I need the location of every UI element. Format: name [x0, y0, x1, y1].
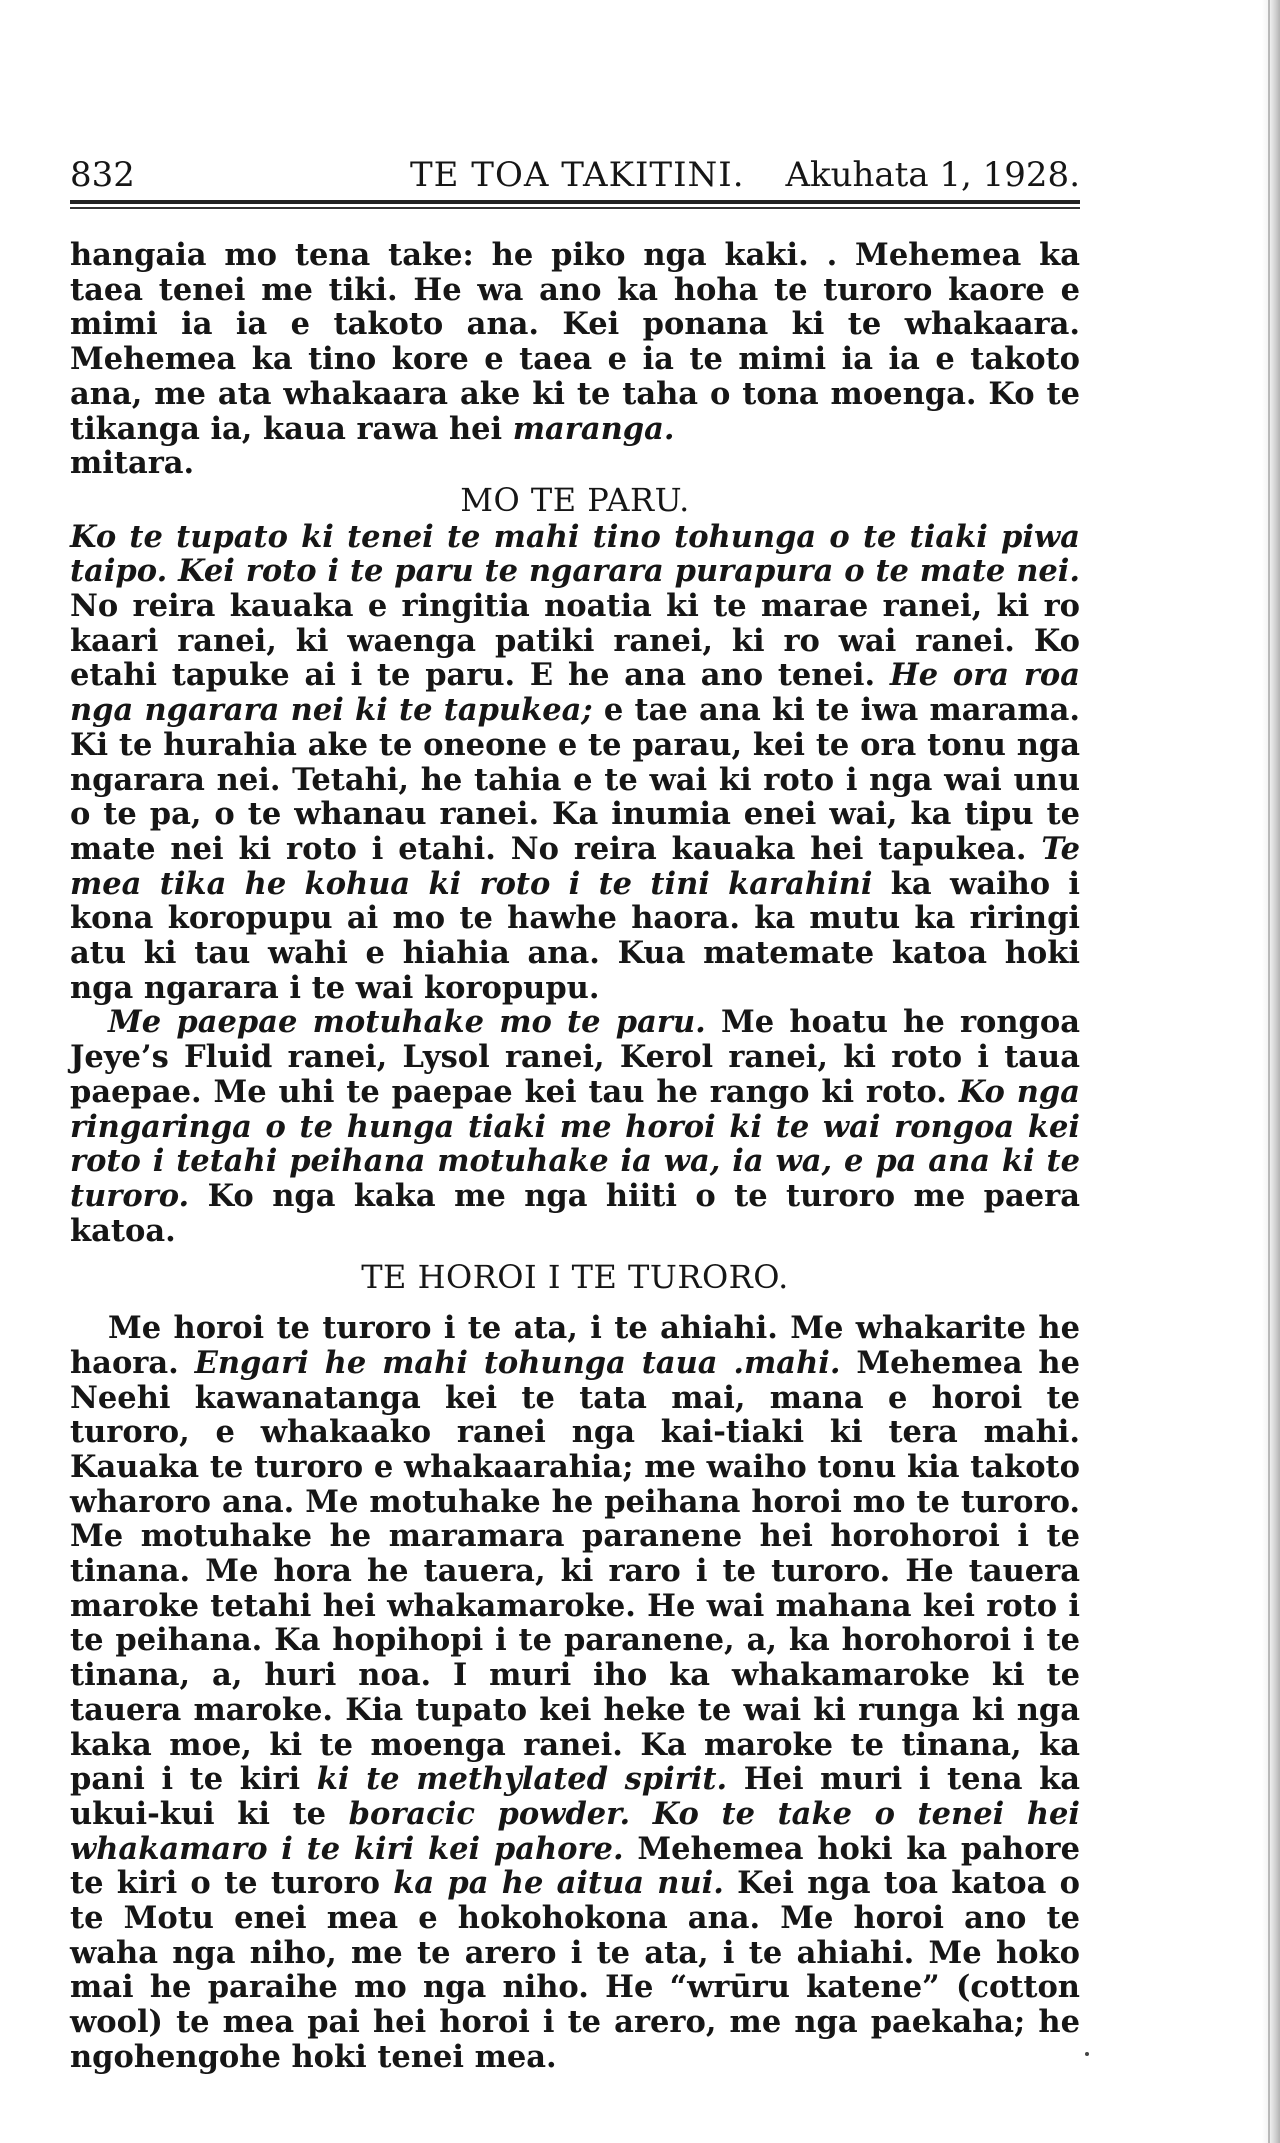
- horoi-italic-2: ki te methylated spirit.: [316, 1761, 728, 1798]
- intro-paragraph: [70, 238, 1080, 446]
- section-heading-paru: MO TE PARU.: [460, 480, 690, 519]
- stray-fragment: mitara.: [70, 445, 195, 482]
- intro-italic: maranga.: [512, 410, 675, 447]
- page-number: 832: [70, 155, 135, 195]
- horoi-text-5: Mehemea hoki ka pahore te kiri o te turoro: [70, 1830, 1081, 1902]
- running-header: [70, 152, 1080, 198]
- paru-paragraph-1: [70, 520, 1080, 1006]
- horoi-italic-1: Engari he mahi tohunga taua .mahi.: [194, 1344, 841, 1381]
- page-edge-line: [1268, 0, 1270, 2143]
- horoi-italic-3: boracic powder.: [348, 1795, 631, 1832]
- horoi-italic-4: Ko te take o tenei hei whakamaro i te kiri kei pahore.: [70, 1795, 1080, 1867]
- paru-p2-text-1: Me hoatu he rongoa Jeye’s Fluid ranei, Lysol ranei, Kerol ranei, ki roto i taua paepae. Me uhi te paepae kei tau he rango ki roto.: [70, 1004, 1080, 1110]
- paru-p2-text-2: Ko nga kaka me nga hiiti o te turoro me paera katoa.: [70, 1177, 1080, 1249]
- horoi-italic-5: ka pa he aitua nui.: [393, 1865, 724, 1902]
- paru-paragraph-2: [70, 1005, 1080, 1248]
- paru-p1-text-3: ka waiho i kona koropupu ai mo te hawhe haora. ka mutu ka riringi atu ki tau wahi e hiahia ana. Kua matemate katoa hoki nga ngarara i te wai koropupu.: [70, 865, 1080, 1006]
- paru-p1-italic-1: Ko te tupato ki tenei te mahi tino tohunga o te tiaki piwa taipo. Kei roto i te paru te ngarara purapura o te mate nei.: [70, 518, 1080, 590]
- article-body: [70, 238, 1080, 2075]
- paru-p2-italic-1: Me paepae motuhake mo te paru.: [108, 1004, 706, 1041]
- section-heading-horoi: TE HOROI I TE TURORO.: [361, 1258, 789, 1297]
- journal-title: TE TOA TAKITINI.: [410, 155, 745, 195]
- horoi-text-4: [630, 1796, 653, 1832]
- print-speck: [1085, 2052, 1089, 2056]
- paru-p1-text-1: No reira kauaka e ringitia noatia ki te marae ranei, ki ro kaari ranei, ki waenga patiki ranei, ki ro wai ranei. Ko etahi tapuke ai i te paru. E he ana ano tenei.: [70, 588, 1080, 694]
- paru-p2-italic-2: Ko nga ringaringa o te hunga tiaki me horoi ki te wai rongoa kei roto i tetahi peihana motuhake ia wa, ia wa, e pa ana ki te turoro.: [70, 1073, 1080, 1214]
- header-rule-thin: [70, 207, 1080, 209]
- issue-date: Akuhata 1, 1928.: [785, 155, 1080, 195]
- intro-text: hangaia mo tena take: he piko nga kaki. . Mehemea ka taea tenei me tiki. He wa ano ka hoha te turoro kaore e mimi ia ia e takoto ana. Kei ponana ki te whakaara. Mehemea ka tino kore e taea e ia te mimi ia ia e takoto ana, me ata whakaara ake ki te taha o tona moenga. Ko te tikanga ia, kaua rawa hei: [70, 237, 1080, 447]
- horoi-text-2: Mehemea he Neehi kawanatanga kei te tata mai, mana e horoi te turoro, e whakaako ranei nga kai-tiaki ki tera mahi. Kauaka te turoro e whakaarahia; me waiho tonu kia takoto wharoro ana. Me motuhake he peihana horoi mo te turoro. Me motuhake he maramara paranene hei horohoroi i te tinana. Me hora he tauera, ki raro i te turoro. He tauera maroke tetahi hei whakamaroke. He wai mahana kei roto i te peihana. Ka hopihopi i te paranene, a, ka horohoroi i te tinana, a, huri noa. I muri iho ka whakamaroke ki te tauera maroke. Kia tupato kei heke te wai ki runga ki nga kaka moe, ki te moenga ranei. Ka maroke te tinana, ka pani i te kiri: [70, 1344, 1080, 1798]
- page-edge-shadow: [1262, 0, 1280, 2143]
- paru-p1-italic-2: He ora roa nga ngarara nei ki te tapukea;: [70, 657, 1080, 729]
- horoi-paragraph: [70, 1311, 1080, 2074]
- horoi-text-6: Kei nga toa katoa o te Motu enei mea e hokohokona ana. Me horoi ano te waha nga niho, me te arero i te ata, i te ahiahi. Me hoko mai he paraihe mo nga niho. He “wrūru katene” (cotton wool) te mea pai hei horoi i te arero, me nga paekaha; he ngohengohe hoki tenei mea.: [70, 1865, 1081, 2075]
- horoi-text-1: Me horoi te turoro i te ata, i te ahiahi. Me whakarite he haora.: [70, 1310, 1080, 1381]
- paru-p1-italic-3: Te mea tika he kohua ki roto i te tini karahini: [70, 830, 1080, 902]
- horoi-text-3: Hei muri i tena ka ukui-kui ki te: [70, 1761, 1080, 1832]
- header-rule-thick: [70, 200, 1080, 204]
- paru-p1-text-2: e tae ana ki te iwa marama. Ki te hurahia ake te oneone e te parau, kei te ora tonu nga ngarara nei. Tetahi, he tahia e te wai ki roto i nga wai unu o te pa, o te whanau ranei. Ka inumia enei wai, ka tipu te mate nei ki roto i etahi. No reira kauaka hei tapukea.: [70, 692, 1080, 867]
